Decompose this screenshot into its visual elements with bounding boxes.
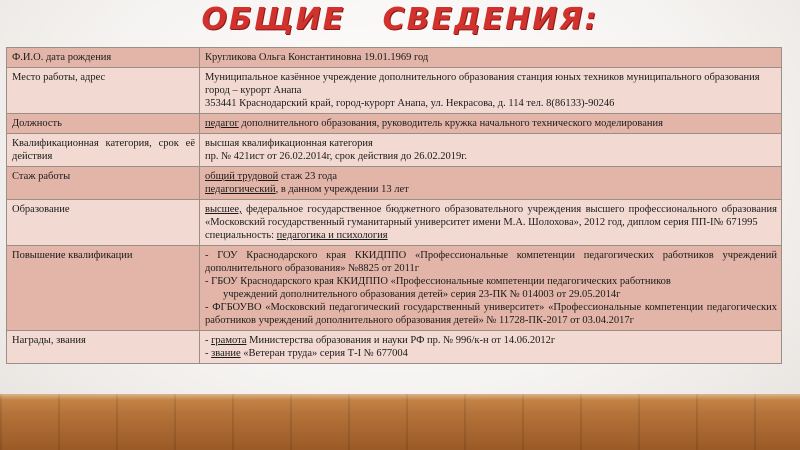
work-address: 353441 Краснодарский край, город-курорт Анапа, ул. Некрасова, д. 114 тел. 8(86133)-90246 bbox=[205, 98, 615, 109]
award-1-prefix: - bbox=[205, 335, 212, 346]
value-awards bbox=[200, 331, 782, 364]
experience-total bbox=[205, 170, 777, 183]
position-rest: дополнительного образования, руководитель кружка начального технического моделирования bbox=[238, 118, 663, 129]
award-2-underlined: звание bbox=[211, 348, 241, 359]
experience-teaching-underlined: педагогический bbox=[205, 184, 276, 195]
education-institution-text: федеральное государственное бюджетного образовательного учреждения высшего профессионального образования «Московский государственный гуманитарный университет имени М.А. Шолохова», 2012 год, диплом серия ПП-I№ 671995 bbox=[205, 204, 777, 228]
education-speciality-underlined: педагогика и психология bbox=[276, 230, 388, 241]
qualification-order: пр. № 421ист от 26.02.2014г, срок действия до 26.02.2019г. bbox=[205, 151, 467, 162]
row-education bbox=[7, 200, 782, 246]
row-training bbox=[7, 246, 782, 331]
wooden-floor bbox=[0, 394, 800, 450]
info-table bbox=[6, 47, 782, 364]
value-position bbox=[200, 114, 782, 134]
experience-total-underlined: общий трудовой bbox=[205, 171, 279, 182]
row-work bbox=[7, 68, 782, 114]
experience-teaching bbox=[205, 183, 777, 196]
value-experience bbox=[200, 167, 782, 200]
award-2 bbox=[205, 347, 777, 360]
label-qualification: Квалификационная категория, срок её действия bbox=[7, 134, 200, 167]
award-1 bbox=[205, 334, 777, 347]
label-position: Должность bbox=[7, 114, 200, 134]
value-work bbox=[200, 68, 782, 114]
value-education bbox=[200, 200, 782, 246]
training-item-2a: - ГБОУ Краснодарского края ККИДППО «Профессиональные компетенции педагогических работников bbox=[205, 276, 671, 287]
row-fio bbox=[7, 48, 782, 68]
education-level-underlined: высшее, bbox=[205, 204, 242, 215]
experience-total-rest: стаж 23 года bbox=[278, 171, 337, 182]
label-education: Образование bbox=[7, 200, 200, 246]
label-fio: Ф.И.О. дата рождения bbox=[7, 48, 200, 68]
education-speciality-prefix: специальность: bbox=[205, 230, 277, 241]
experience-teaching-rest: , в данном учреждении 13 лет bbox=[275, 184, 409, 195]
value-qualification bbox=[200, 134, 782, 167]
award-1-underlined: грамота bbox=[211, 335, 247, 346]
label-experience: Стаж работы bbox=[7, 167, 200, 200]
training-item-1: - ГОУ Краснодарского края ККИДППО «Профессиональные компетенции педагогических работников учреждений дополнительного образования» №8825 от 2011г bbox=[205, 250, 777, 274]
label-awards: Награды, звания bbox=[7, 331, 200, 364]
award-2-rest: «Ветеран труда» серия Т-I № 677004 bbox=[240, 348, 408, 359]
label-work: Место работы, адрес bbox=[7, 68, 200, 114]
award-1-rest: Министерства образования и науки РФ пр. № 996/к-н от 14.06.2012г bbox=[246, 335, 556, 346]
qualification-category: высшая квалификационная категория bbox=[205, 138, 373, 149]
work-organization: Муниципальное казённое учреждение дополнительного образования станция юных техников муниципального образования город – курорт Анапа bbox=[205, 72, 760, 96]
label-training: Повышение квалификации bbox=[7, 246, 200, 331]
education-institution bbox=[205, 203, 777, 229]
page-title: ОБЩИЕ СВЕДЕНИЯ: bbox=[201, 2, 599, 37]
row-awards bbox=[7, 331, 782, 364]
value-training bbox=[200, 246, 782, 331]
education-speciality bbox=[205, 229, 777, 242]
value-fio: Кругликова Ольга Константиновна 19.01.1969 год bbox=[200, 48, 782, 68]
row-qualification bbox=[7, 134, 782, 167]
row-position bbox=[7, 114, 782, 134]
position-underlined: педагог bbox=[205, 118, 239, 129]
training-item-2b: учреждений дополнительного образования детей» серия 23-ПК № 014003 от 29.05.2014г bbox=[223, 289, 621, 300]
award-2-prefix: - bbox=[205, 348, 212, 359]
training-item-3: - ФГБОУВО «Московский педагогический государственный университет» «Профессиональные компетенции педагогических работников учреждений дополнительного образования детей» № 11728-ПК-2017 от 03.04.2017г bbox=[205, 302, 777, 326]
row-experience bbox=[7, 167, 782, 200]
